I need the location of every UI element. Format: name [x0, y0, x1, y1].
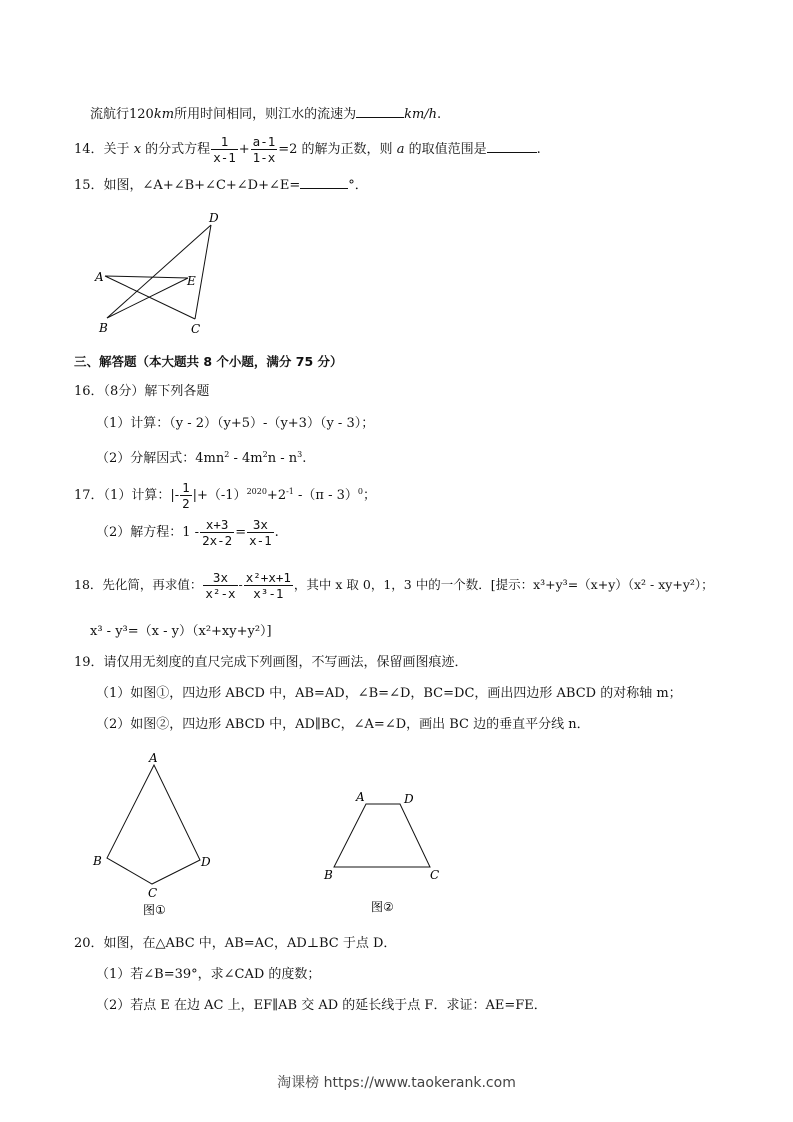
q14: [74, 134, 541, 166]
q20-part2: （2）若点 E 在边 AC 上，EF∥AB 交 AD 的延长线于点 F．求证：AE=FE．: [96, 998, 547, 1013]
q17-p2-a: （2）解方程：1 -: [96, 525, 200, 540]
fig19-2-quadrilateral: [334, 804, 430, 867]
fig19-1-label-c: C: [148, 886, 158, 900]
fig19-2-label-a: A: [356, 790, 365, 804]
q16-p2-a: （2）分解因式：4mn: [96, 451, 225, 466]
q14-answer-blank[interactable]: [487, 138, 537, 153]
q17-p1-a: 17．（1）计算：|-: [74, 488, 180, 503]
q15: [74, 174, 368, 196]
q18-text-b: ，其中 x 取 0，1，3 中的一个数．[提示：x³+y³=（x+y）（x² - xy+y²）；: [293, 577, 714, 592]
q19-title: 19．请仅用无刻度的直尺完成下列画图，不写画法，保留画图痕迹．: [74, 655, 468, 670]
q14-f2-den: 1-x: [252, 150, 276, 165]
q19-part2: （2）如图②，四边形 ABCD 中，AD∥BC，∠A=∠D，画出 BC 边的垂直平分线 n．: [96, 717, 590, 732]
q19-part1: （1）如图①，四边形 ABCD 中，AB=AD，∠B=∠D，BC=DC，画出四边形 ABCD 的对称轴 m；: [96, 686, 682, 701]
fig15-label-e: E: [187, 274, 196, 288]
q14-text2: =2 的解为正数，则: [278, 142, 393, 157]
q17-p2-end: .: [274, 525, 279, 540]
q13-answer-blank[interactable]: [356, 103, 404, 118]
q14-end: .: [536, 142, 541, 157]
fig15-line-cd: [195, 225, 211, 319]
q15-end: °．: [348, 178, 368, 193]
q17-part1: [74, 474, 376, 514]
fig15-label-b: B: [99, 321, 108, 335]
q18-f2-num: x²+x+1: [245, 570, 291, 585]
q13-unit-km: km: [153, 107, 175, 122]
fig19-2-label-d: D: [404, 792, 414, 806]
q17-equals: =: [235, 525, 247, 540]
q18-f1-den: x²-x: [205, 586, 236, 601]
fig15-line-db: [107, 225, 211, 318]
figure-15-star: [85, 205, 235, 340]
q17-fraction-left: [200, 517, 234, 548]
q13-text-a: 流航行: [90, 107, 130, 122]
q17-part2: [96, 515, 279, 551]
q14-fraction-2: [251, 134, 278, 165]
fig15-label-c: C: [191, 322, 201, 336]
fig19-1-label-d: D: [201, 855, 211, 869]
fig15-label-d: D: [209, 211, 219, 225]
footer-watermark[interactable]: 淘课榜 https://www.taokerank.com: [277, 1075, 516, 1091]
fig19-2-label-c: C: [430, 868, 440, 882]
q17-exp-0: 0: [357, 487, 363, 496]
q18-minus: -: [238, 577, 243, 592]
q13-end: .: [437, 107, 442, 122]
q14-var-a: a: [396, 142, 405, 157]
q14-text3: 的取值范围是: [408, 142, 487, 157]
q16-p2-c: n - n: [267, 451, 298, 466]
q17-f3-num: 3x: [247, 517, 274, 533]
q14-fraction-1: [211, 134, 238, 165]
q17-exp-neg1: -1: [286, 487, 294, 496]
q18-fraction-2: [244, 570, 293, 601]
q20-part1: （1）若∠B=39°，求∠CAD 的度数；: [96, 967, 321, 982]
q17-f2-num: x+3: [200, 517, 234, 533]
q17-f3-den: x-1: [249, 533, 272, 548]
q17-exp-2020: 2020: [246, 487, 267, 496]
q16-p2-sup2: 2: [262, 450, 268, 459]
q14-label: 14．关于: [74, 142, 130, 157]
q18-line2: x³ - y³=（x - y）（x²+xy+y²）]: [90, 624, 272, 639]
q13-text-b: 所用时间相同，则江水的流速为: [174, 107, 357, 122]
q13-unit-kmh: km/h: [404, 107, 438, 122]
q17-f-num: 1: [182, 480, 190, 495]
q17-fraction-half: [180, 480, 192, 511]
q16-title: 16．（8分）解下列各题: [74, 384, 210, 399]
fig19-1-label-a: A: [149, 751, 158, 765]
q15-text: 15．如图，∠A+∠B+∠C+∠D+∠E=: [74, 178, 301, 193]
q13-tail: [90, 103, 441, 125]
q16-part2: [96, 445, 306, 469]
q17-fraction-right: [247, 517, 274, 548]
q18-fraction-1: [203, 570, 237, 601]
fig19-2-caption: 图②: [371, 900, 394, 914]
q16-part1: （1）计算：（y - 2）（y+5）-（y+3）（y - 3）；: [96, 416, 375, 431]
q15-answer-blank[interactable]: [300, 174, 348, 189]
q18-text-a: 18．先化简，再求值：: [74, 577, 203, 592]
q14-f1-den: x-1: [213, 150, 236, 165]
q17-p1-c: +2: [266, 488, 287, 503]
figure-19-1-kite: [85, 750, 230, 920]
section-3-heading: 三、解答题（本大题共 8 个小题，满分 75 分）: [74, 354, 343, 369]
fig19-1-label-b: B: [93, 854, 102, 868]
q16-p2-end: .: [302, 451, 307, 466]
fig15-label-a: A: [95, 270, 104, 284]
q14-plus: +: [238, 142, 250, 157]
q17-p1-end: ；: [362, 488, 376, 503]
fig15-line-be: [107, 278, 188, 318]
q14-text1: 的分式方程: [145, 142, 211, 157]
q17-p1-b: |+（-1）: [192, 488, 247, 503]
q17-f2-den: 2x-2: [202, 533, 233, 548]
figure-19-2-trapezoid: [320, 785, 450, 915]
q14-var-x: x: [133, 142, 142, 157]
q18-f1-num: 3x: [203, 570, 237, 586]
q16-p2-sup3: 3: [297, 450, 303, 459]
q17-f-den: 2: [182, 496, 190, 511]
q14-f2-num: a-1: [252, 134, 276, 149]
q13-number: 120: [129, 107, 154, 122]
q18-line1: [74, 567, 714, 603]
fig19-2-label-b: B: [324, 868, 333, 882]
q14-f1-num: 1: [211, 134, 238, 150]
q16-p2-sup1: 2: [224, 450, 230, 459]
q20-title: 20．如图，在△ABC 中，AB=AC，AD⊥BC 于点 D．: [74, 936, 397, 951]
q18-f2-den: x³-1: [253, 586, 284, 601]
q16-p2-b: - 4m: [229, 451, 263, 466]
fig19-1-quadrilateral: [107, 765, 200, 884]
fig19-1-caption: 图①: [143, 903, 166, 917]
q17-p1-d: -（π - 3）: [293, 488, 358, 503]
fig15-line-ae: [105, 276, 188, 278]
